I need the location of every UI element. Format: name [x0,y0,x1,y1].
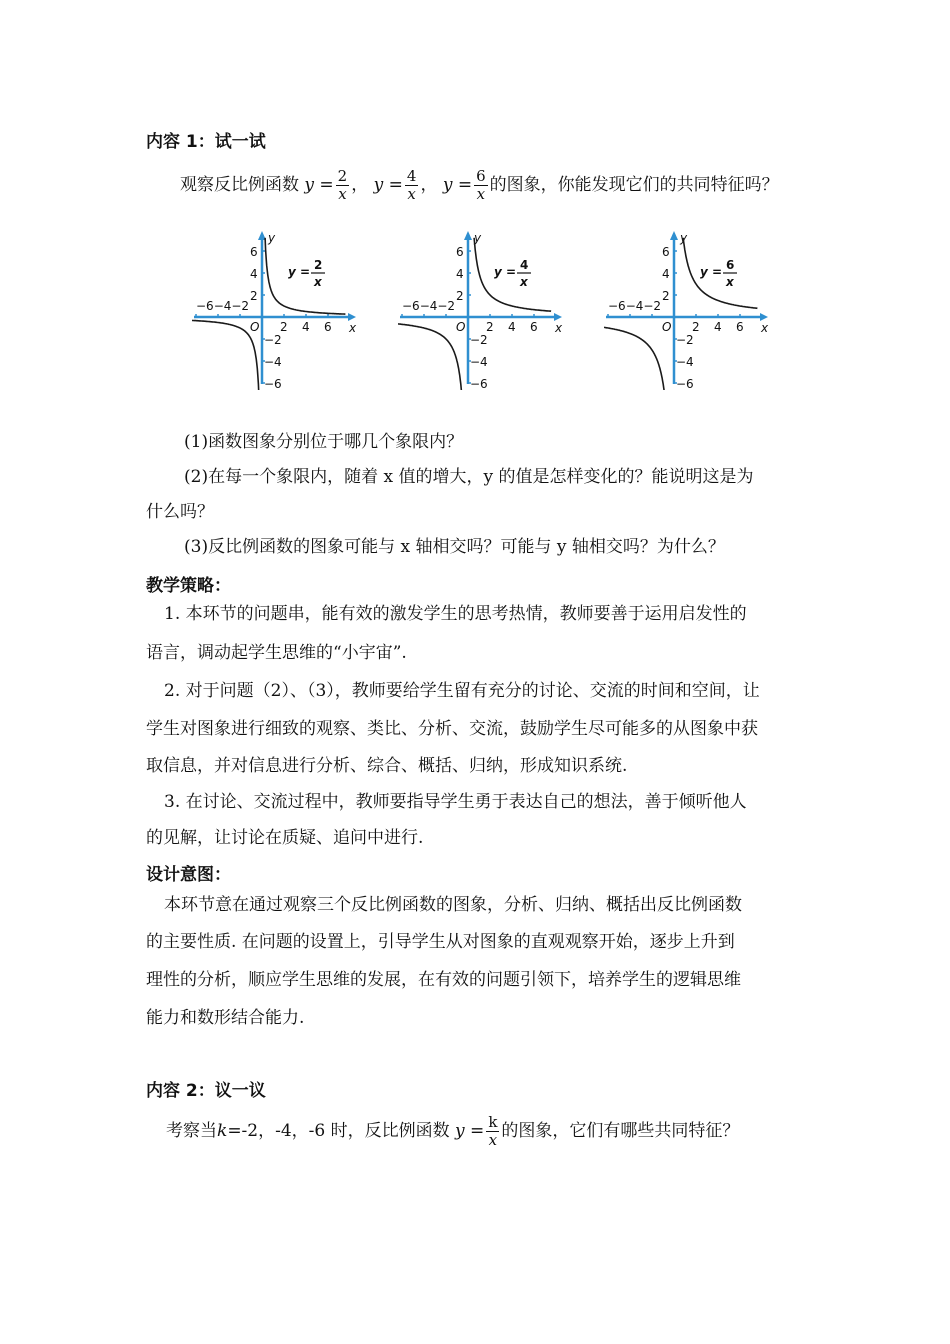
section2-num: k [488,1113,498,1131]
origin-label: O [662,320,672,334]
curve-label-den: x [520,275,528,289]
section1-heading: 内容 1：试一试 [146,132,266,152]
section1-intro: 观察反比例函数 y = $\frac{2}{x}$ ， y = $\frac{4}{x}$ ， y = $\frac{6}{x}$ 的图象，你能发现它们的共同特征吗？ [180,167,779,203]
question-3: (3)反比例函数的图象可能与 x 轴相交吗？可能与 y 轴相交吗？为什么？ [184,537,725,557]
origin-label: O [456,320,466,334]
function-2-lhs: y = [373,175,403,195]
y-neg-tick-label: −2 [470,333,488,347]
curve-label-lhs: y = [494,265,517,279]
x-axis-arrow-icon [348,313,356,321]
function-2-fraction [405,168,419,203]
origin-label: O [250,320,260,334]
function-3-num: 6 [476,167,486,185]
curve-label [494,258,531,289]
y-neg-tick-label: −4 [676,355,694,369]
curve-quadrant-3 [604,326,665,390]
question-1: (1)函数图象分别位于哪几个象限内？ [184,432,464,452]
y-neg-tick-label: −6 [264,377,282,390]
curve-quadrant-3 [192,320,259,390]
x-neg-tick-labels: −6−4−2 [196,299,250,313]
strategy-line-5: 取信息，并对信息进行分析、综合、概括、归纳，形成知识系统. [146,756,628,776]
curve-label-lhs: y = [288,265,311,279]
x-neg-tick-labels: −6−4−2 [402,299,456,313]
hyperbola-graph [398,228,568,390]
strategy-line-7: 的见解，让讨论在质疑、追问中进行. [146,828,424,848]
y-axis-arrow-icon [464,231,472,240]
graph-2 [398,228,568,394]
x-tick-label: 6 [530,320,538,334]
function-1-fraction [336,168,350,203]
y-tick-label: 2 [456,289,464,303]
x-tick-label: 4 [302,320,310,334]
x-tick-label: 4 [714,320,722,334]
design-line-2: 的主要性质. 在问题的设置上，引导学生从对图象的直观观察开始，逐步上升到 [146,932,735,952]
x-tick-label: 2 [692,320,700,334]
x-axis-label: x [555,321,563,335]
section2-suffix: 的图象，它们有哪些共同特征？ [501,1121,740,1141]
function-3-fraction [474,168,488,203]
y-neg-tick-label: −4 [264,355,282,369]
y-neg-tick-label: −2 [264,333,282,347]
function-1-den: x [338,185,347,203]
x-axis-arrow-icon [760,313,768,321]
design-heading: 设计意图： [146,865,231,885]
function-1-num: 2 [337,167,348,185]
section2-question [166,1114,739,1149]
curve-label-den: x [314,275,322,289]
question-2: (2)在每一个象限内，随着 x 值的增大，y 的值是怎样变化的？能说明这是为 [184,467,754,487]
y-axis-arrow-icon [670,231,678,240]
curve-quadrant-3 [398,323,462,390]
y-tick-label: 2 [250,289,258,303]
y-tick-label: 4 [456,267,464,281]
y-axis-label: y [268,231,276,245]
y-neg-tick-label: −6 [676,377,694,390]
y-neg-tick-label: −2 [676,333,694,347]
section2-k-var: k [217,1121,228,1141]
function-2-den: x [407,185,416,203]
function-2-num: 4 [406,167,417,185]
x-neg-tick-labels: −6−4−2 [608,299,662,313]
y-tick-label: 4 [662,267,670,281]
y-axis-label: y [680,231,688,245]
section2-den: x [488,1131,498,1149]
y-tick-label: 6 [662,245,670,259]
x-axis-label: x [349,321,357,335]
function-1-lhs: y = [304,175,334,195]
design-line-3: 理性的分析，顺应学生思维的发展，在有效的问题引领下，培养学生的逻辑思维 [146,970,741,990]
function-3-den: x [476,185,486,203]
x-axis-label: x [761,321,769,335]
function-3-lhs: y = [442,175,473,195]
strategy-line-6: 3. 在讨论、交流过程中，教师要指导学生勇于表达自己的想法，善于倾听他人 [164,792,747,812]
y-axis-label: y [474,231,482,245]
strategy-heading: 教学策略： [146,576,231,596]
section2-fraction [486,1114,499,1149]
section2-lhs: y = [455,1121,485,1141]
strategy-line-4: 学生对图象进行细致的观察、类比、分析、交流，鼓励学生尽可能多的从图象中获 [146,719,758,739]
graph-1 [192,228,362,394]
x-axis-arrow-icon [554,313,562,321]
y-tick-label: 2 [662,289,670,303]
x-tick-label: 6 [736,320,744,334]
curve-label [700,258,737,289]
curve-label-num: 2 [314,258,323,272]
x-tick-label: 4 [508,320,516,334]
y-neg-tick-label: −4 [470,355,488,369]
hyperbola-graph [192,228,362,390]
curve-label-lhs: y = [700,265,723,279]
intro-suffix: 的图象，你能发现它们的共同特征吗？ [489,175,779,195]
strategy-line-3: 2. 对于问题（2）、（3），教师要给学生留有充分的讨论、交流的时间和空间，让 [164,681,760,701]
section2-prefix: 考察当 [166,1121,217,1141]
curve-label-den: x [726,275,734,289]
x-tick-label: 2 [486,320,494,334]
y-tick-label: 6 [456,245,464,259]
strategy-line-1: 1. 本环节的问题串，能有效的激发学生的思考热情，教师要善于运用启发性的 [164,604,747,624]
y-tick-label: 6 [250,245,258,259]
hyperbola-graph [604,228,774,390]
graph-3 [604,228,774,394]
curve-label-num: 6 [726,258,735,272]
question-2-cont: 什么吗？ [146,502,214,522]
section2-k-values: =-2，-4，-6 时，反比例函数 [227,1121,450,1141]
y-neg-tick-label: −6 [470,377,488,390]
curve-label-num: 4 [520,258,529,272]
design-line-4: 能力和数形结合能力. [146,1008,305,1028]
x-tick-label: 6 [324,320,332,334]
strategy-line-2: 语言，调动起学生思维的“小宇宙”. [146,643,407,663]
design-line-1: 本环节意在通过观察三个反比例函数的图象，分析、归纳、概括出反比例函数 [164,895,742,915]
curve-label [288,258,325,289]
x-tick-label: 2 [280,320,288,334]
intro-prefix: 观察反比例函数 [180,175,299,195]
section2-heading: 内容 2：议一议 [146,1081,266,1101]
y-tick-label: 4 [250,267,258,281]
